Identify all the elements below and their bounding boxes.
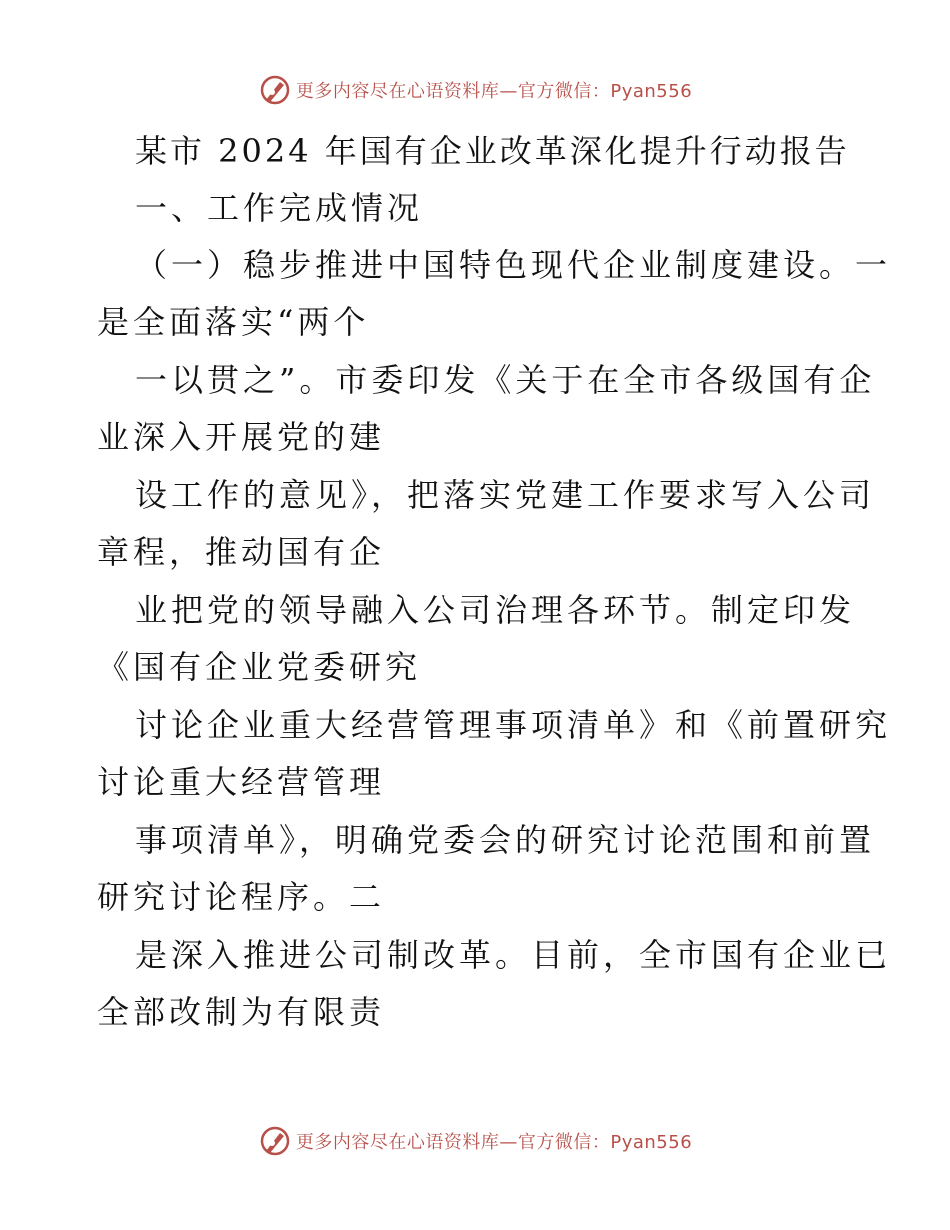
paragraph-line: 业把党的领导融入公司治理各环节。制定印发 <box>135 591 856 629</box>
document-title: 某市 2024 年国有企业改革深化提升行动报告 <box>135 132 850 170</box>
paragraph-line: 事项清单》，明确党委会的研究讨论范围和前置 <box>135 821 876 859</box>
watermark-text: 更多内容尽在心语资料库—官方微信：Pyan556 <box>295 1132 693 1153</box>
paragraph-line: 讨论企业重大经营管理事项清单》和《前置研究 <box>135 706 892 744</box>
header-watermark-banner <box>0 70 950 110</box>
paragraph-line: 全部改制为有限责 <box>97 993 386 1031</box>
paragraph-line: 一以贯之”。市委印发《关于在全市各级国有企 <box>135 361 876 399</box>
paragraph-line: 是深入推进公司制改革。目前，全市国有企业已 <box>135 936 892 974</box>
footer-watermark-banner <box>0 1121 950 1161</box>
pen-circle-logo-icon <box>258 73 292 107</box>
paragraph-line: 《国有企业党委研究 <box>97 648 422 686</box>
paragraph-line: 是全面落实“两个 <box>97 303 370 341</box>
section-heading: 一、工作完成情况 <box>135 189 424 227</box>
paragraph-line: 研究讨论程序。二 <box>97 878 386 916</box>
pen-circle-logo-icon <box>258 1124 292 1158</box>
watermark-text: 更多内容尽在心语资料库—官方微信：Pyan556 <box>295 81 693 102</box>
paragraph-line: 章程，推动国有企 <box>97 533 386 571</box>
paragraph-line: 业深入开展党的建 <box>97 418 386 456</box>
paragraph-line: 讨论重大经营管理 <box>97 763 386 801</box>
paragraph-line: 设工作的意见》，把落实党建工作要求写入公司 <box>135 476 876 514</box>
paragraph-line: （一）稳步推进中国特色现代企业制度建设。一 <box>135 246 892 284</box>
